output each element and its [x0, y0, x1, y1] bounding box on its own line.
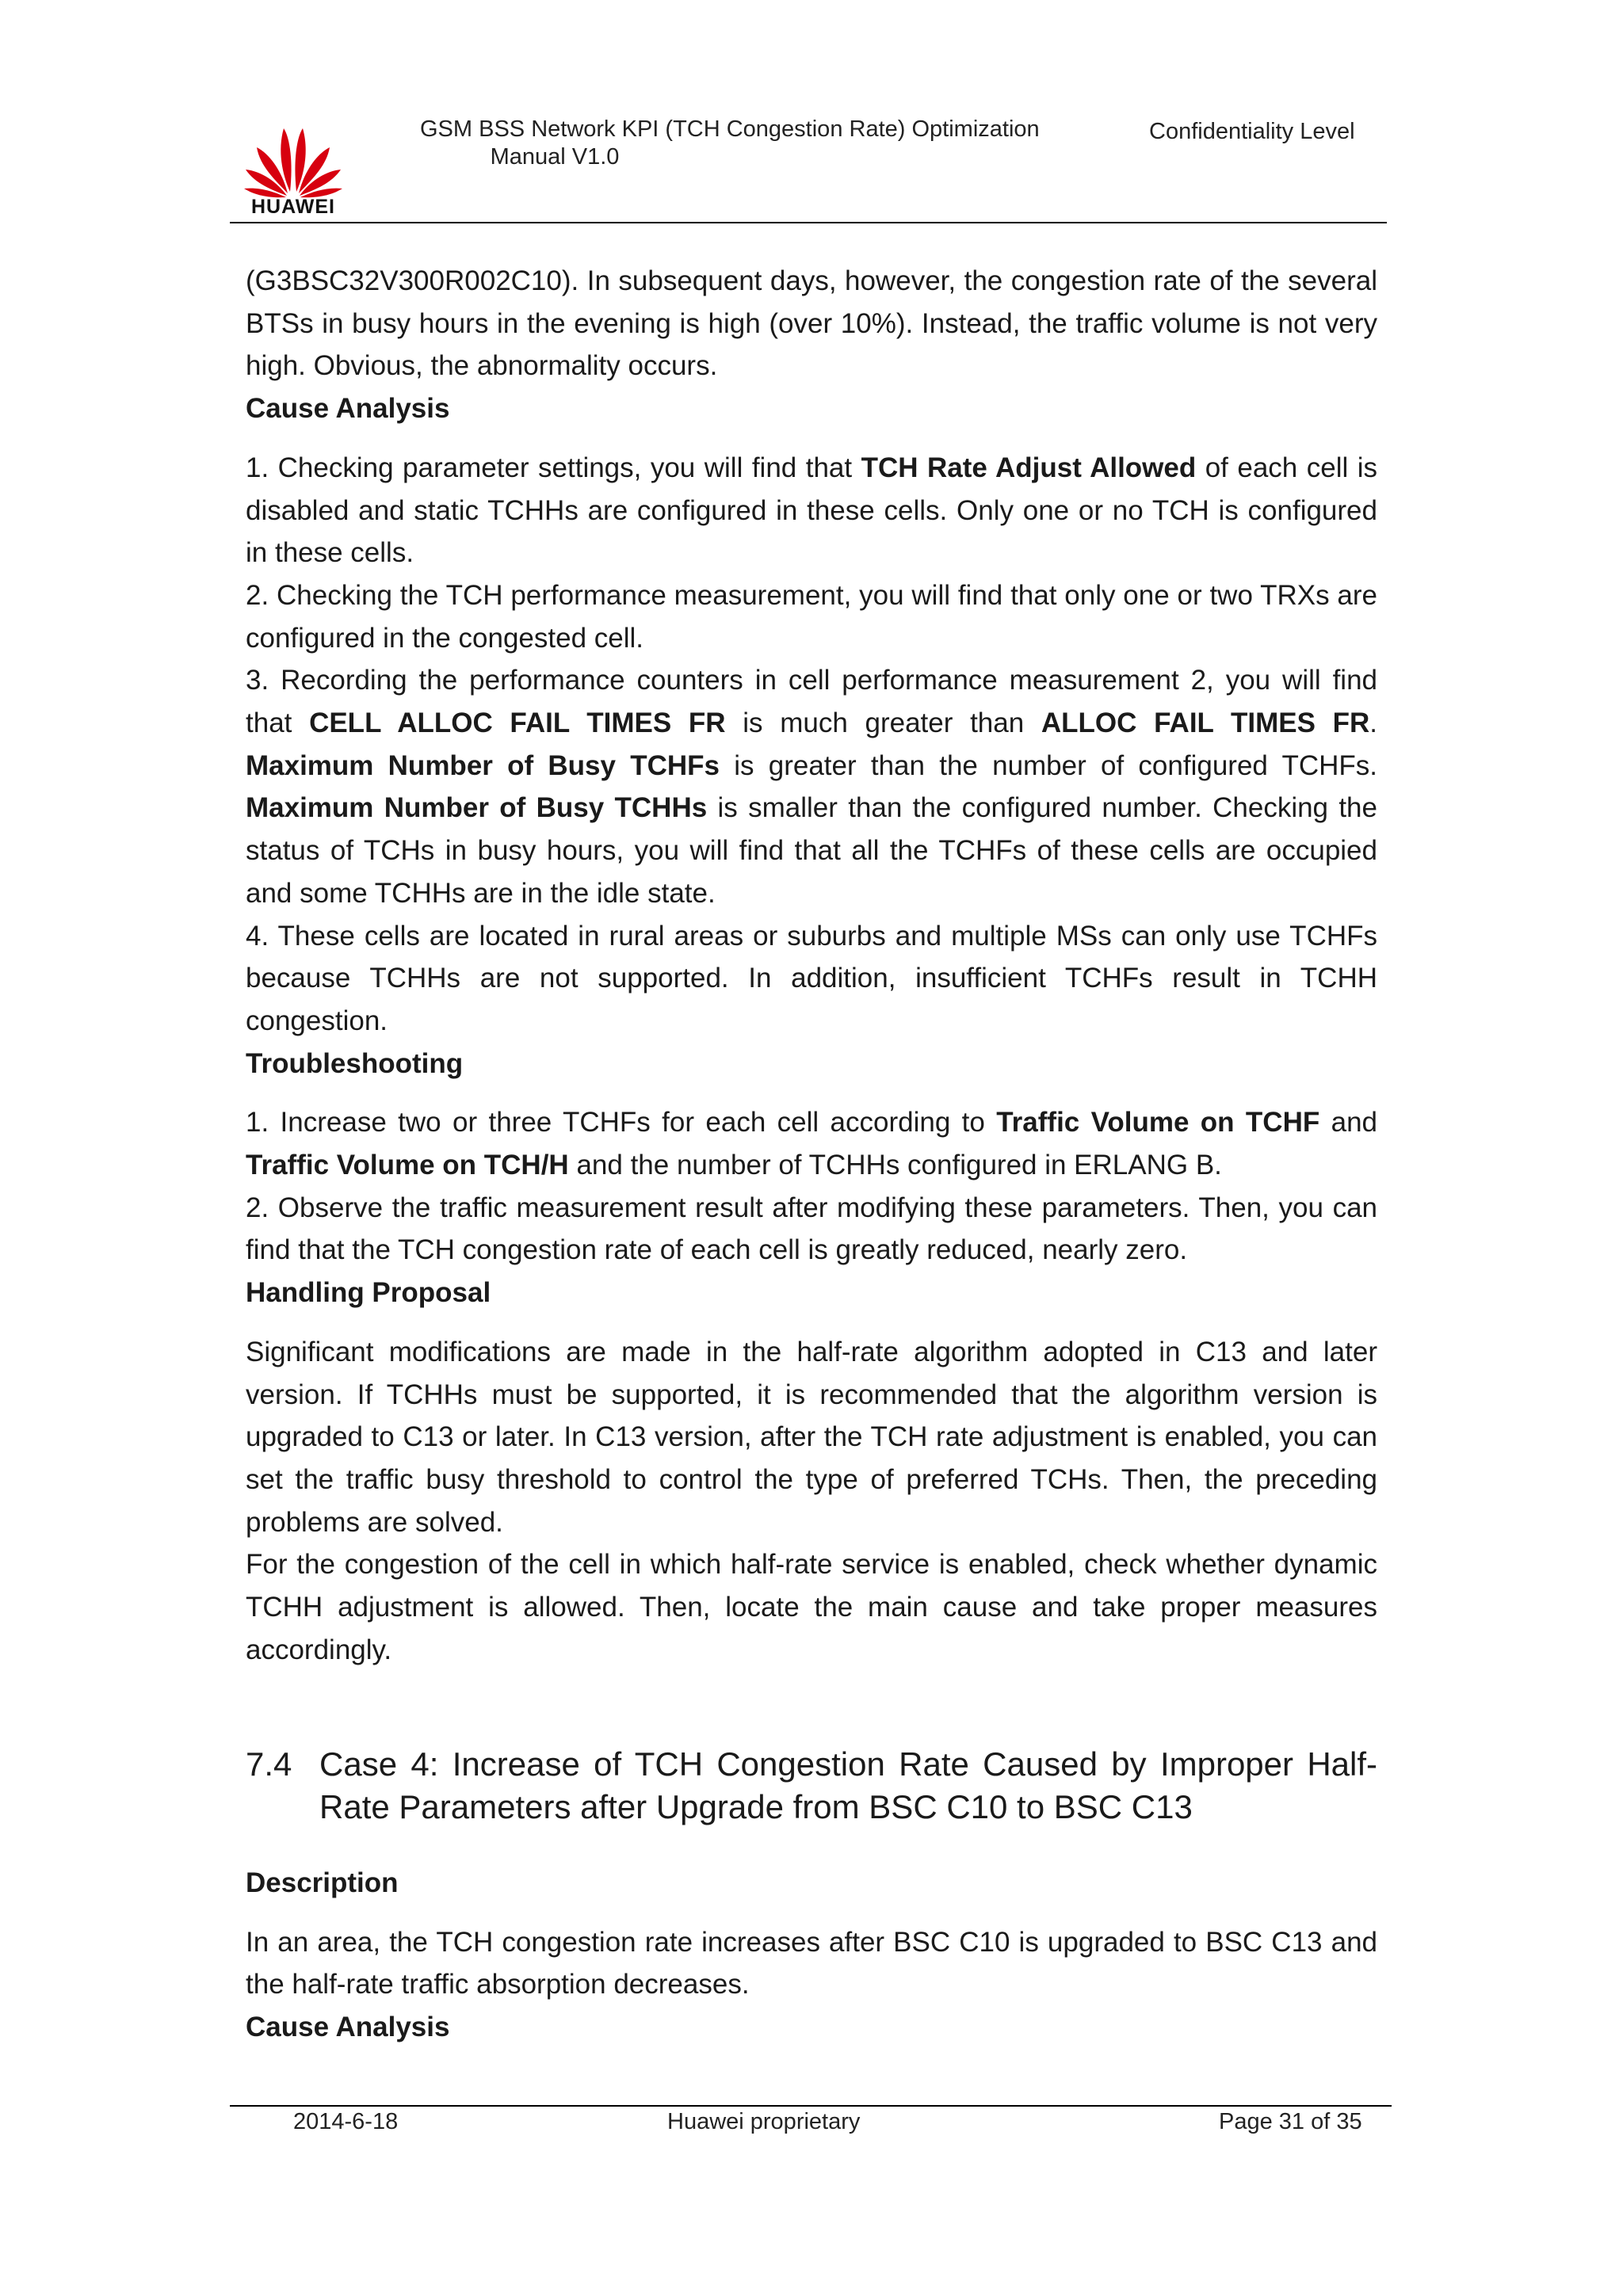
section-title: Case 4: Increase of TCH Congestion Rate Caused by Improper Half-Rate Parameters after Upgrade from BSC C10 to BSC C13	[319, 1745, 1377, 1825]
document-title-line1: GSM BSS Network KPI (TCH Congestion Rate) Optimization	[420, 116, 1040, 142]
header-divider	[230, 222, 1387, 223]
section-cause-analysis-heading: Cause Analysis	[246, 2012, 450, 2043]
cause-item-1: 1. Checking parameter settings, you will find that TCH Rate Adjust Allowed of each cell is disabled and static TCHHs are configured in these cells. Only one or no TCH is configured in these cells.	[246, 452, 1378, 569]
troubleshooting-item-2: 2. Observe the traffic measurement result after modifying these parameters. Then, you can find that the TCH congestion rate of each cell is greatly reduced, nearly zero.	[246, 1192, 1377, 1266]
handling-proposal-heading: Handling Proposal	[246, 1277, 491, 1309]
section-number: 7.4	[246, 1745, 292, 1783]
footer-page-number: Page 31 of 35	[1219, 2109, 1362, 2134]
footer-divider	[230, 2105, 1392, 2107]
page-body	[246, 260, 1377, 1672]
footer-date: 2014-6-18	[293, 2109, 399, 2134]
handling-paragraph-1: Significant modifications are made in the half-rate algorithm adopted in C13 and later version. If TCHHs must be supported, it is recommended that the algorithm version is upgraded to C13 or later. In C13 version, after the TCH rate adjustment is enabled, you can set the traffic busy threshold to control the type of preferred TCHs. Then, the preceding problems are solved.	[246, 1336, 1377, 1538]
section-body	[246, 1862, 1377, 2049]
confidentiality-level: Confidentiality Level	[1149, 119, 1355, 144]
intro-paragraph: (G3BSC32V300R002C10). In subsequent days, however, the congestion rate of the several BTSs in busy hours in the evening is high (over 10%). Instead, the traffic volume is not very high. Obvious, the abnormality occurs.	[246, 265, 1377, 382]
description-paragraph: In an area, the TCH congestion rate increases after BSC C10 is upgraded to BSC C13 and the half-rate traffic absorption decreases.	[246, 1926, 1377, 2000]
section-heading-7-4	[246, 1743, 1377, 1829]
cause-analysis-heading: Cause Analysis	[246, 393, 450, 425]
cause-item-4: 4. These cells are located in rural areas or suburbs and multiple MSs can only use TCHFs because TCHHs are not supported. In addition, insufficient TCHFs result in TCHH congestion.	[246, 920, 1377, 1036]
troubleshooting-item-1: 1. Increase two or three TCHFs for each cell according to Traffic Volume on TCHF and Traffic Volume on TCH/H and the number of TCHHs configured in ERLANG B.	[246, 1107, 1378, 1181]
handling-paragraph-2: For the congestion of the cell in which half-rate service is enabled, check whether dynamic TCHH adjustment is allowed. Then, locate the main cause and take proper measures accordingly.	[246, 1549, 1377, 1665]
cause-item-3: 3. Recording the performance counters in cell performance measurement 2, you will find that CELL ALLOC FAIL TIMES FR is much greater than ALLOC FAIL TIMES FR. Maximum Number of Busy TCHFs is greater than the number of configured TCHFs. Maximum Number of Busy TCHHs is smaller than the configured number. Checking the status of TCHs in busy hours, you will find that all the TCHFs of these cells are occupied and some TCHHs are in the idle state.	[246, 665, 1378, 909]
logo-wordmark: HUAWEI	[251, 196, 335, 218]
description-heading: Description	[246, 1867, 399, 1898]
cause-item-2: 2. Checking the TCH performance measurement, you will find that only one or two TRXs are configured in the congested cell.	[246, 579, 1377, 654]
footer-proprietary: Huawei proprietary	[667, 2109, 861, 2134]
document-title-line2: Manual V1.0	[490, 144, 620, 170]
troubleshooting-heading: Troubleshooting	[246, 1047, 464, 1079]
document-title	[420, 116, 1040, 171]
